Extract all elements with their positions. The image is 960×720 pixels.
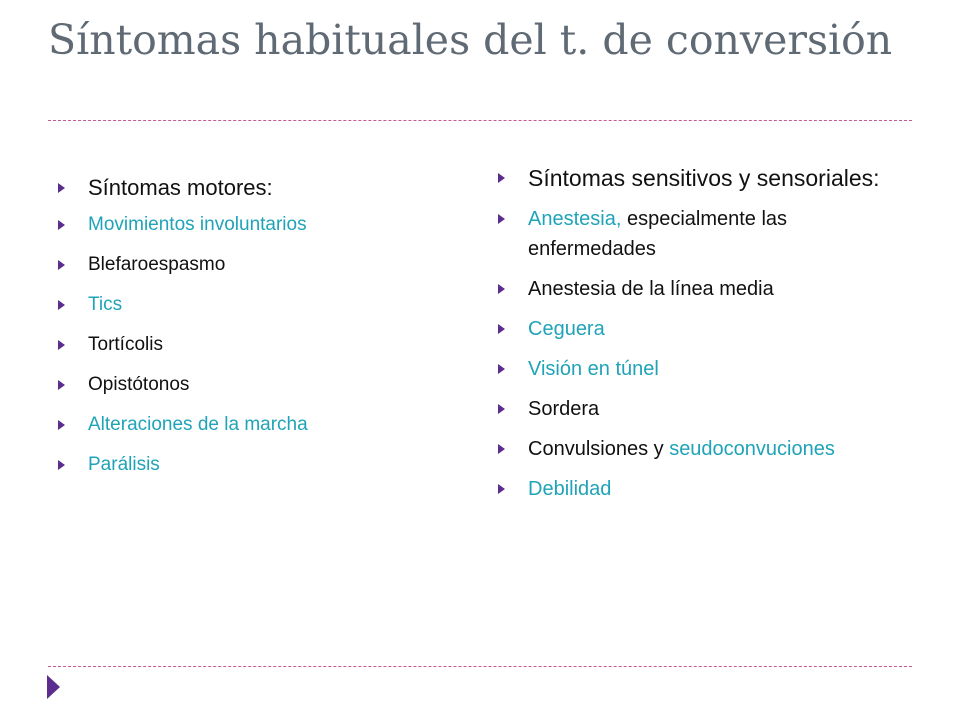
- list-item: [58, 253, 458, 277]
- list-item-text: Alteraciones de la marcha: [88, 414, 308, 435]
- list-item: [498, 394, 918, 424]
- list-item: [58, 293, 458, 317]
- list-heading-text: Síntomas motores:: [88, 175, 273, 200]
- list-item-text: Parálisis: [88, 454, 160, 475]
- list-item: [58, 413, 458, 437]
- bullet-icon: [58, 380, 65, 390]
- list-item-text: Sordera: [528, 398, 600, 420]
- list-item: [498, 354, 918, 384]
- list-item-text: Anestesia de la línea media: [528, 278, 774, 300]
- bullet-icon: [498, 364, 505, 374]
- sensory-symptoms-list: [498, 162, 918, 514]
- list-item-text: Tics: [88, 294, 123, 315]
- slide-title: Síntomas habituales del t. de conversión: [48, 16, 893, 64]
- list-item-text-highlight: seudoconvuciones: [669, 438, 835, 460]
- list-item-text: Blefaroespasmo: [88, 254, 226, 275]
- list-heading-sensory: [498, 162, 918, 194]
- list-item: [498, 434, 918, 464]
- bottom-divider: [48, 666, 912, 667]
- bullet-icon: [58, 220, 65, 230]
- list-item-text: Opistótonos: [88, 374, 190, 395]
- list-item-text: Debilidad: [528, 478, 612, 500]
- triangle-marker-icon: [47, 675, 60, 699]
- list-item: [58, 453, 458, 477]
- list-item-text: Tortícolis: [88, 334, 163, 355]
- bullet-icon: [58, 460, 65, 470]
- bullet-icon: [498, 214, 505, 224]
- list-item: [498, 474, 918, 504]
- list-item: [58, 373, 458, 397]
- bullet-icon: [58, 183, 65, 193]
- bullet-icon: [58, 260, 65, 270]
- list-item-text: Movimientos involuntarios: [88, 214, 307, 235]
- list-item: [498, 314, 918, 344]
- bullet-icon: [498, 484, 505, 494]
- list-item-text: Visión en túnel: [528, 358, 659, 380]
- list-item-text-highlight: Anestesia,: [528, 208, 622, 230]
- bullet-icon: [498, 324, 505, 334]
- bullet-icon: [58, 340, 65, 350]
- bullet-icon: [498, 173, 505, 183]
- list-item: [58, 333, 458, 357]
- bullet-icon: [58, 420, 65, 430]
- bullet-icon: [498, 284, 505, 294]
- list-heading-text: Síntomas sensitivos y sensoriales:: [528, 165, 880, 191]
- list-heading-motor: [58, 173, 458, 203]
- top-divider: [48, 120, 912, 121]
- list-item-text: Ceguera: [528, 318, 605, 340]
- bullet-icon: [58, 300, 65, 310]
- bullet-icon: [498, 444, 505, 454]
- list-item-text: Convulsiones y: [528, 438, 670, 460]
- list-item: [498, 274, 918, 304]
- motor-symptoms-list: [58, 173, 458, 493]
- bullet-icon: [498, 404, 505, 414]
- list-item: [498, 204, 918, 264]
- list-item-text: especialmente las enfermedades: [528, 208, 788, 260]
- list-item: [58, 213, 458, 237]
